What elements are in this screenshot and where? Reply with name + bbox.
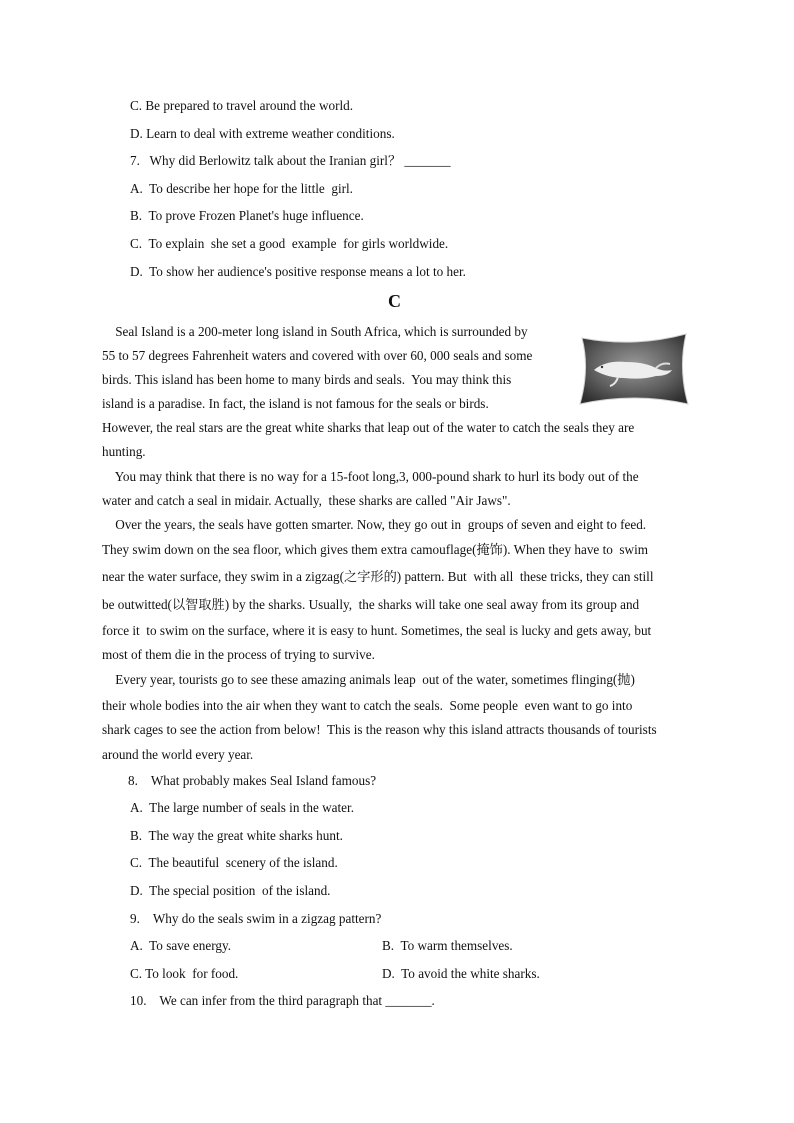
passage-line: island is a paradise. In fact, the island is not famous for the seals or birds. [102, 396, 489, 411]
q8-option-b: B. The way the great white sharks hunt. [130, 828, 343, 843]
passage-line: Every year, tourists go to see these amazing animals leap out of the water, sometimes flinging(抛) [102, 672, 635, 687]
q8-stem: 8. What probably makes Seal Island famous? [128, 773, 377, 788]
passage-line: You may think that there is no way for a 15-foot long,3, 000-pound shark to hurl its body out of the [102, 469, 639, 484]
passage-line: be outwitted(以智取胜) by the sharks. Usually, the sharks will take one seal away from its group and [102, 597, 640, 612]
passage-line: force it to swim on the surface, where it is easy to hunt. Sometimes, the seal is lucky and gets away, but [102, 623, 652, 638]
passage-line: around the world every year. [102, 747, 254, 762]
q9-option-b: B. To warm themselves. [382, 938, 513, 953]
q9-option-d: D. To avoid the white sharks. [382, 966, 540, 981]
passage-line: hunting. [102, 444, 146, 459]
q8-option-d: D. The special position of the island. [130, 883, 331, 898]
q7-option-c: C. To explain she set a good example for girls worldwide. [130, 236, 449, 251]
passage-line: their whole bodies into the air when they want to catch the seals. Some people even want to go into [102, 698, 633, 713]
q9-option-a: A. To save energy. [130, 938, 232, 953]
q6-option-c: C. Be prepared to travel around the world. [130, 98, 354, 113]
q7-option-b: B. To prove Frozen Planet's huge influence. [130, 208, 364, 223]
passage-heading: C [388, 291, 401, 311]
seal-photo-icon [578, 332, 690, 406]
passage-line: They swim down on the sea floor, which gives them extra camouflage(掩饰). When they have to swim [102, 542, 648, 557]
passage-line: Over the years, the seals have gotten smarter. Now, they go out in groups of seven and eight to feed. [102, 517, 647, 532]
passage-line: Seal Island is a 200-meter long island in South Africa, which is surrounded by [102, 324, 528, 339]
q7-option-a: A. To describe her hope for the little girl. [130, 181, 353, 196]
q9-stem: 9. Why do the seals swim in a zigzag pattern? [130, 911, 382, 926]
passage-line: most of them die in the process of trying to survive. [102, 647, 375, 662]
q6-option-d: D. Learn to deal with extreme weather conditions. [130, 126, 395, 141]
passage-line: water and catch a seal in midair. Actually, these sharks are called "Air Jaws". [102, 493, 511, 508]
passage-line: However, the real stars are the great white sharks that leap out of the water to catch the seals they are [102, 420, 635, 435]
q9-option-c: C. To look for food. [130, 966, 239, 981]
passage-line: shark cages to see the action from below! This is the reason why this island attracts thousands of tourists [102, 722, 657, 737]
q8-option-c: C. The beautiful scenery of the island. [130, 855, 338, 870]
passage-line: birds. This island has been home to many birds and seals. You may think this [102, 372, 512, 387]
q10-stem: 10. We can infer from the third paragraph that _______. [130, 993, 435, 1008]
q8-option-a: A. The large number of seals in the water. [130, 800, 354, 815]
q7-option-d: D. To show her audience's positive response means a lot to her. [130, 264, 466, 279]
passage-line: 55 to 57 degrees Fahrenheit waters and covered with over 60, 000 seals and some [102, 348, 533, 363]
passage-line: near the water surface, they swim in a zigzag(之字形的) pattern. But with all these tricks, they can still [102, 569, 654, 584]
q7-stem: 7. Why did Berlowitz talk about the Iranian girl？ _______ [130, 153, 451, 168]
